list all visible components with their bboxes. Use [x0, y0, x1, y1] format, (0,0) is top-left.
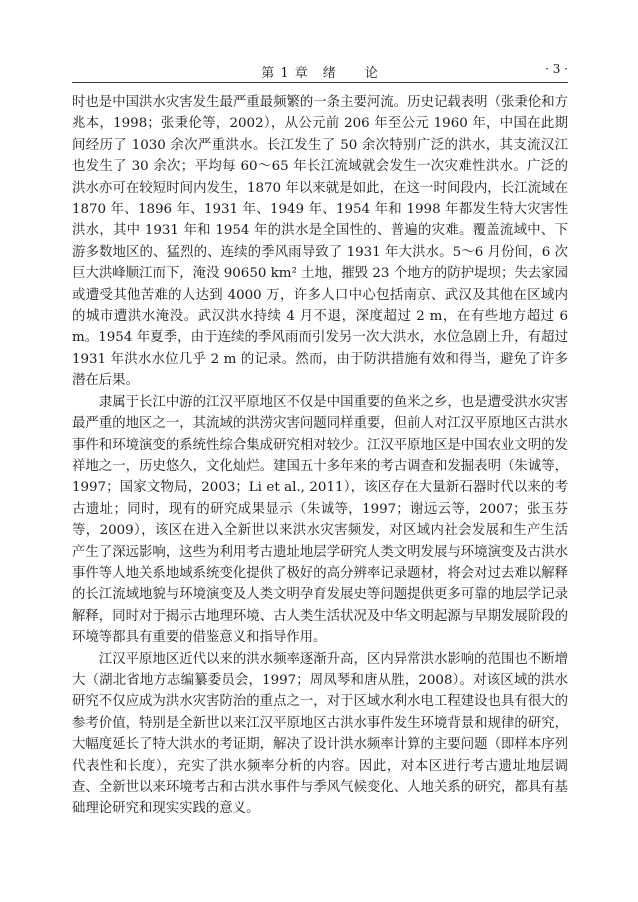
running-header	[72, 60, 568, 83]
paragraph-3: 江汉平原地区近代以来的洪水频率逐渐升高，区内异常洪水影响的范围也不断增大（湖北省地方志编纂委员会，1997；周凤琴和唐从胜，2008）。对该区域的洪水研究不仅应成为洪水灾害防治的重点之一，对于区域水利水电工程建设也具有很大的参考价值，特别是全新世以来江汉平原地区古洪水事件发生环境背景和规律的研究，大幅度延长了特大洪水的考证期，解决了设计洪水频率计算的主要问题（即样本序列代表性和长度），充实了洪水频率分析的内容。因此，对本区进行考古遗址地层调查、全新世以来环境考古和古洪水事件与季风气候变化、人地关系的研究，都具有基础理论研究和现实实践的意义。	[72, 651, 568, 817]
paragraph-1: 时也是中国洪水灾害发生最严重最频繁的一条主要河流。历史记载表明（张秉伦和方兆本，1998；张秉伦等，2002），从公元前 206 年至公元 1960 年，中国在此期间经历了 1030 余次严重洪水。长江发生了 50 余次特别广泛的洪水，其支流汉江也发生了 30 余次；平均每 60～65 年长江流域就会发生一次灾难性洪水。广泛的洪水亦可在较短时间内发生，1870 年以来就是如此，在这一时间段内，长江流域在 1870 年、1896 年、1931 年、1949 年、1954 年和 1998 年都发生特大灾害性洪水，其中 1931 年和 1954 年的洪水是全国性的、普遍的灾难。覆盖流域中、下游多数地区的、猛烈的、连续的季风雨导致了 1931 年大洪水。5～6 月份间，6 次巨大洪峰顺江而下，淹没 90650 km² 土地，摧毁 23 个地方的防护堤坝；失去家园或遭受其他苦难的人达到 4000 万，许多人口中心包括南京、武汉及其他在区域内的城市遭洪水淹没。武汉洪水持续 4 月不退，深度超过 2 m，在有些地方超过 6 m。1954 年夏季，由于连续的季风雨而引发另一次大洪水，水位急剧上升，有超过 1931 年洪水水位几乎 2 m 的记录。然而，由于防洪措施有效和得当，避免了许多潜在后果。	[72, 95, 568, 389]
chapter-title: 第 1 章 绪 论	[261, 66, 379, 81]
paragraph-2: 隶属于长江中游的江汉平原地区不仅是中国重要的鱼米之乡，也是遭受洪水灾害最严重的地区之一，其流域的洪涝灾害问题同样重要，但前人对江汉平原地区古洪水事件和环境演变的系统性综合集成研究相对较少。江汉平原地区是中国农业文明的发祥地之一，历史悠久，文化灿烂。建国五十多年来的考古调查和发掘表明（朱诚等，1997；国家文物局，2003；Li et al., 2011），该区存在大量新石器时代以来的考古遗址；同时，现有的研究成果显示（朱诚等，1997；谢远云等，2007；张玉芬等，2009），该区在进入全新世以来洪水灾害频发，对区域内社会发展和生产生活产生了深远影响，这些为利用考古遗址地层学研究人类文明发展与环境演变及古洪水事件等人地关系地域系统变化提供了极好的高分辨率记录题材，将会对过去难以解释的长江流域地貌与环境演变及人类文明孕育发展史等问题提供更多可靠的地层学记录解释，同时对于揭示古地理环境、古人类生活状况及中华文明起源与早期发展阶段的环境等都具有重要的借鉴意义和指导作用。	[72, 394, 568, 646]
page-number: · 3 ·	[545, 62, 568, 76]
body-text	[72, 92, 568, 820]
